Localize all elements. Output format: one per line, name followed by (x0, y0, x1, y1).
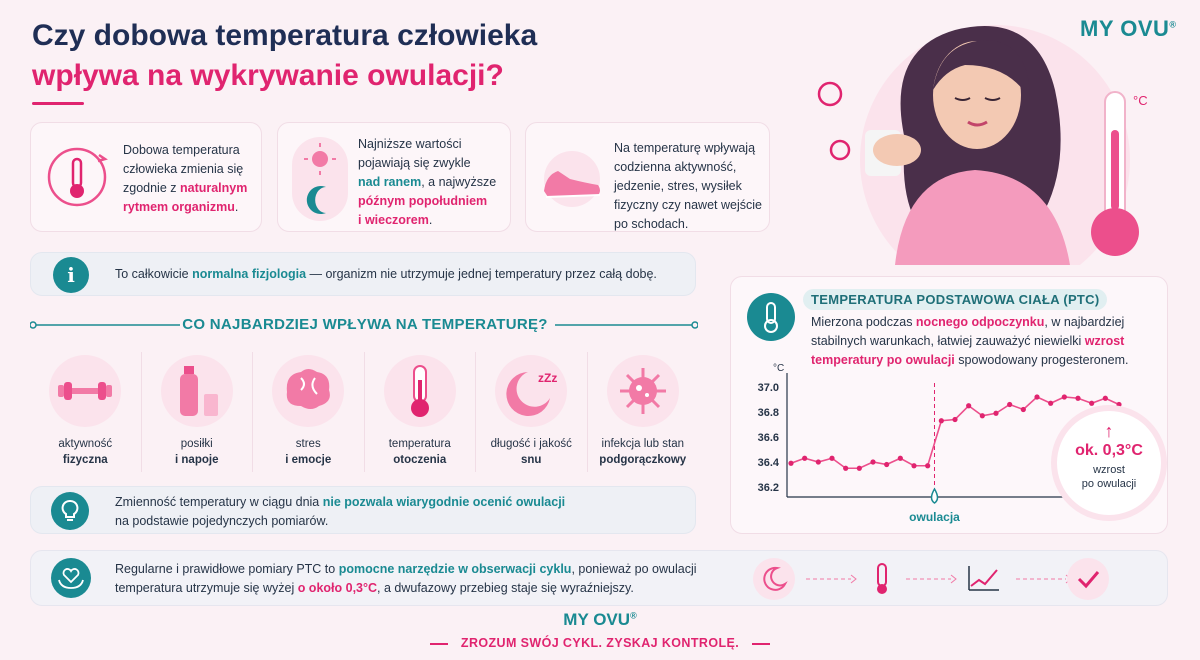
svg-text:zZz: zZz (538, 371, 558, 385)
moon-icon (753, 558, 795, 600)
ptc-title: TEMPERATURA PODSTAWOWA CIAŁA (PTC) (803, 289, 1107, 310)
bbt-point (925, 463, 930, 468)
title-line-1: Czy dobowa temperatura człowieka (32, 19, 538, 52)
factors-row (30, 352, 698, 472)
normal-physiology-note: i To całkowicie normalna fizjologia — organizm nie utrzymuje jednej temperatury przez całą dobę. (30, 252, 696, 296)
flow-thermometer-icon (877, 564, 887, 594)
factor-sleep: zZz długość i jakość snu (475, 352, 587, 472)
footer-tagline: ZROZUM SWÓJ CYKL. ZYSKAJ KONTROLĘ. (460, 636, 740, 650)
info-card-daily-range: Najniższe wartości pojawiają się zwykle nad ranem, a najwyższe późnym popołudniem i wieczorem. (277, 122, 511, 232)
rise-value: ok. 0,3°C (1075, 442, 1143, 459)
factor-stress: stres i emocje (252, 352, 364, 472)
factor-infection: infekcja lub stan podgorączkowy (587, 352, 699, 472)
bbt-point (884, 462, 889, 467)
bbt-point (829, 456, 834, 461)
info-card-rhythm: Dobowa temperatura człowieka zmienia się zgodnie z naturalnym rytmem organizmu. (30, 122, 262, 232)
bbt-point (898, 456, 903, 461)
factors-heading: CO NAJBARDZIEJ WPŁYWA NA TEMPERATURĘ? (182, 316, 548, 333)
bbt-point (1116, 402, 1121, 407)
bbt-point (870, 459, 875, 464)
bbt-point (1062, 394, 1067, 399)
bbt-point (911, 463, 916, 468)
ovulation-label: owulacja (909, 510, 960, 524)
y-tick-label: 37.0 (757, 382, 779, 394)
info-icon: i (53, 257, 89, 293)
info-card-factors: Na temperaturę wpływają codzienna aktywność, jedzenie, stres, wysiłek fizyczny czy nawet wejście po schodach. (525, 122, 770, 232)
bbt-point (816, 459, 821, 464)
title-line-2: wpływa na wykrywanie owulacji? (32, 59, 504, 92)
dumbbell-icon (48, 354, 122, 428)
footer-divider-right (752, 643, 770, 645)
bbt-point (857, 466, 862, 471)
checkmark-icon (1067, 558, 1109, 600)
cycle-flow (751, 556, 1111, 602)
y-tick-label: 36.4 (757, 457, 779, 469)
moon-sleep-icon (494, 354, 568, 428)
footer-divider-left (430, 643, 448, 645)
bbt-point (980, 413, 985, 418)
virus-icon (606, 354, 680, 428)
bbt-point (788, 461, 793, 466)
woman-illustration (805, 10, 1165, 265)
bbt-point (1034, 394, 1039, 399)
thermometer-icon (383, 354, 457, 428)
ovulation-drop-icon (932, 489, 938, 503)
sun-moon-icon (292, 137, 348, 221)
y-unit-label: °C (773, 363, 785, 374)
bbt-point (843, 466, 848, 471)
rise-badge: ↑ ok. 0,3°C wzrost po owulacji (1057, 411, 1161, 515)
factor-activity: aktywność fizyczna (30, 352, 141, 472)
brand-logo: MY OVU® (1080, 16, 1177, 41)
footer-brand: MY OVU® (563, 610, 637, 629)
y-tick-label: 36.6 (757, 432, 779, 444)
y-tick-label: 36.2 (757, 482, 779, 494)
bbt-point (1007, 402, 1012, 407)
bbt-point (966, 403, 971, 408)
bbt-point (1021, 407, 1026, 412)
cycle-thermometer-icon (45, 145, 109, 209)
bbt-point (1048, 401, 1053, 406)
bbt-point (993, 411, 998, 416)
bbt-point (1089, 401, 1094, 406)
chart-up-icon (969, 566, 999, 590)
bbt-point (952, 417, 957, 422)
page-title (32, 16, 537, 96)
factor-ambient: temperatura otoczenia (364, 352, 476, 472)
bbt-point (802, 456, 807, 461)
ptc-summary: Regularne i prawidłowe pomiary PTC to pomocne narzędzie w obserwacji cyklu, ponieważ po owulacji temperatura utrzymuje się wyżej o około 0,3°C, a dwufazowy przebieg staje się wyraźniejszy. (30, 550, 1168, 606)
bottle-icon (160, 354, 234, 428)
bbt-point (1075, 396, 1080, 401)
bbt-point (939, 418, 944, 423)
svg-text:°C: °C (1133, 93, 1148, 108)
brain-icon (271, 354, 345, 428)
title-underline (32, 102, 84, 105)
bbt-point (1103, 396, 1108, 401)
ptc-card: TEMPERATURA PODSTAWOWA CIAŁA (PTC) Mierzona podczas nocnego odpoczynku, w najbardziej stabilnych warunkach, łatwiej zauważyć niewielki wzrost temperatury po owulacji spowodowany progesteronem. °C 37.0 36.8 36.6 36.4 36.2 owulacja ↑ ok. 0,3°C wzrost po owulacji (730, 276, 1168, 534)
factor-food: posiłki i napoje (141, 352, 253, 472)
lightbulb-icon (51, 492, 89, 530)
variability-warning: Zmienność temperatury w ciągu dnia nie pozwala wiarygodnie ocenić owulacji na podstawie pojedynczych pomiarów. (30, 486, 696, 534)
y-tick-label: 36.8 (757, 407, 779, 419)
sneaker-icon (536, 149, 608, 209)
hands-heart-icon (51, 558, 91, 598)
